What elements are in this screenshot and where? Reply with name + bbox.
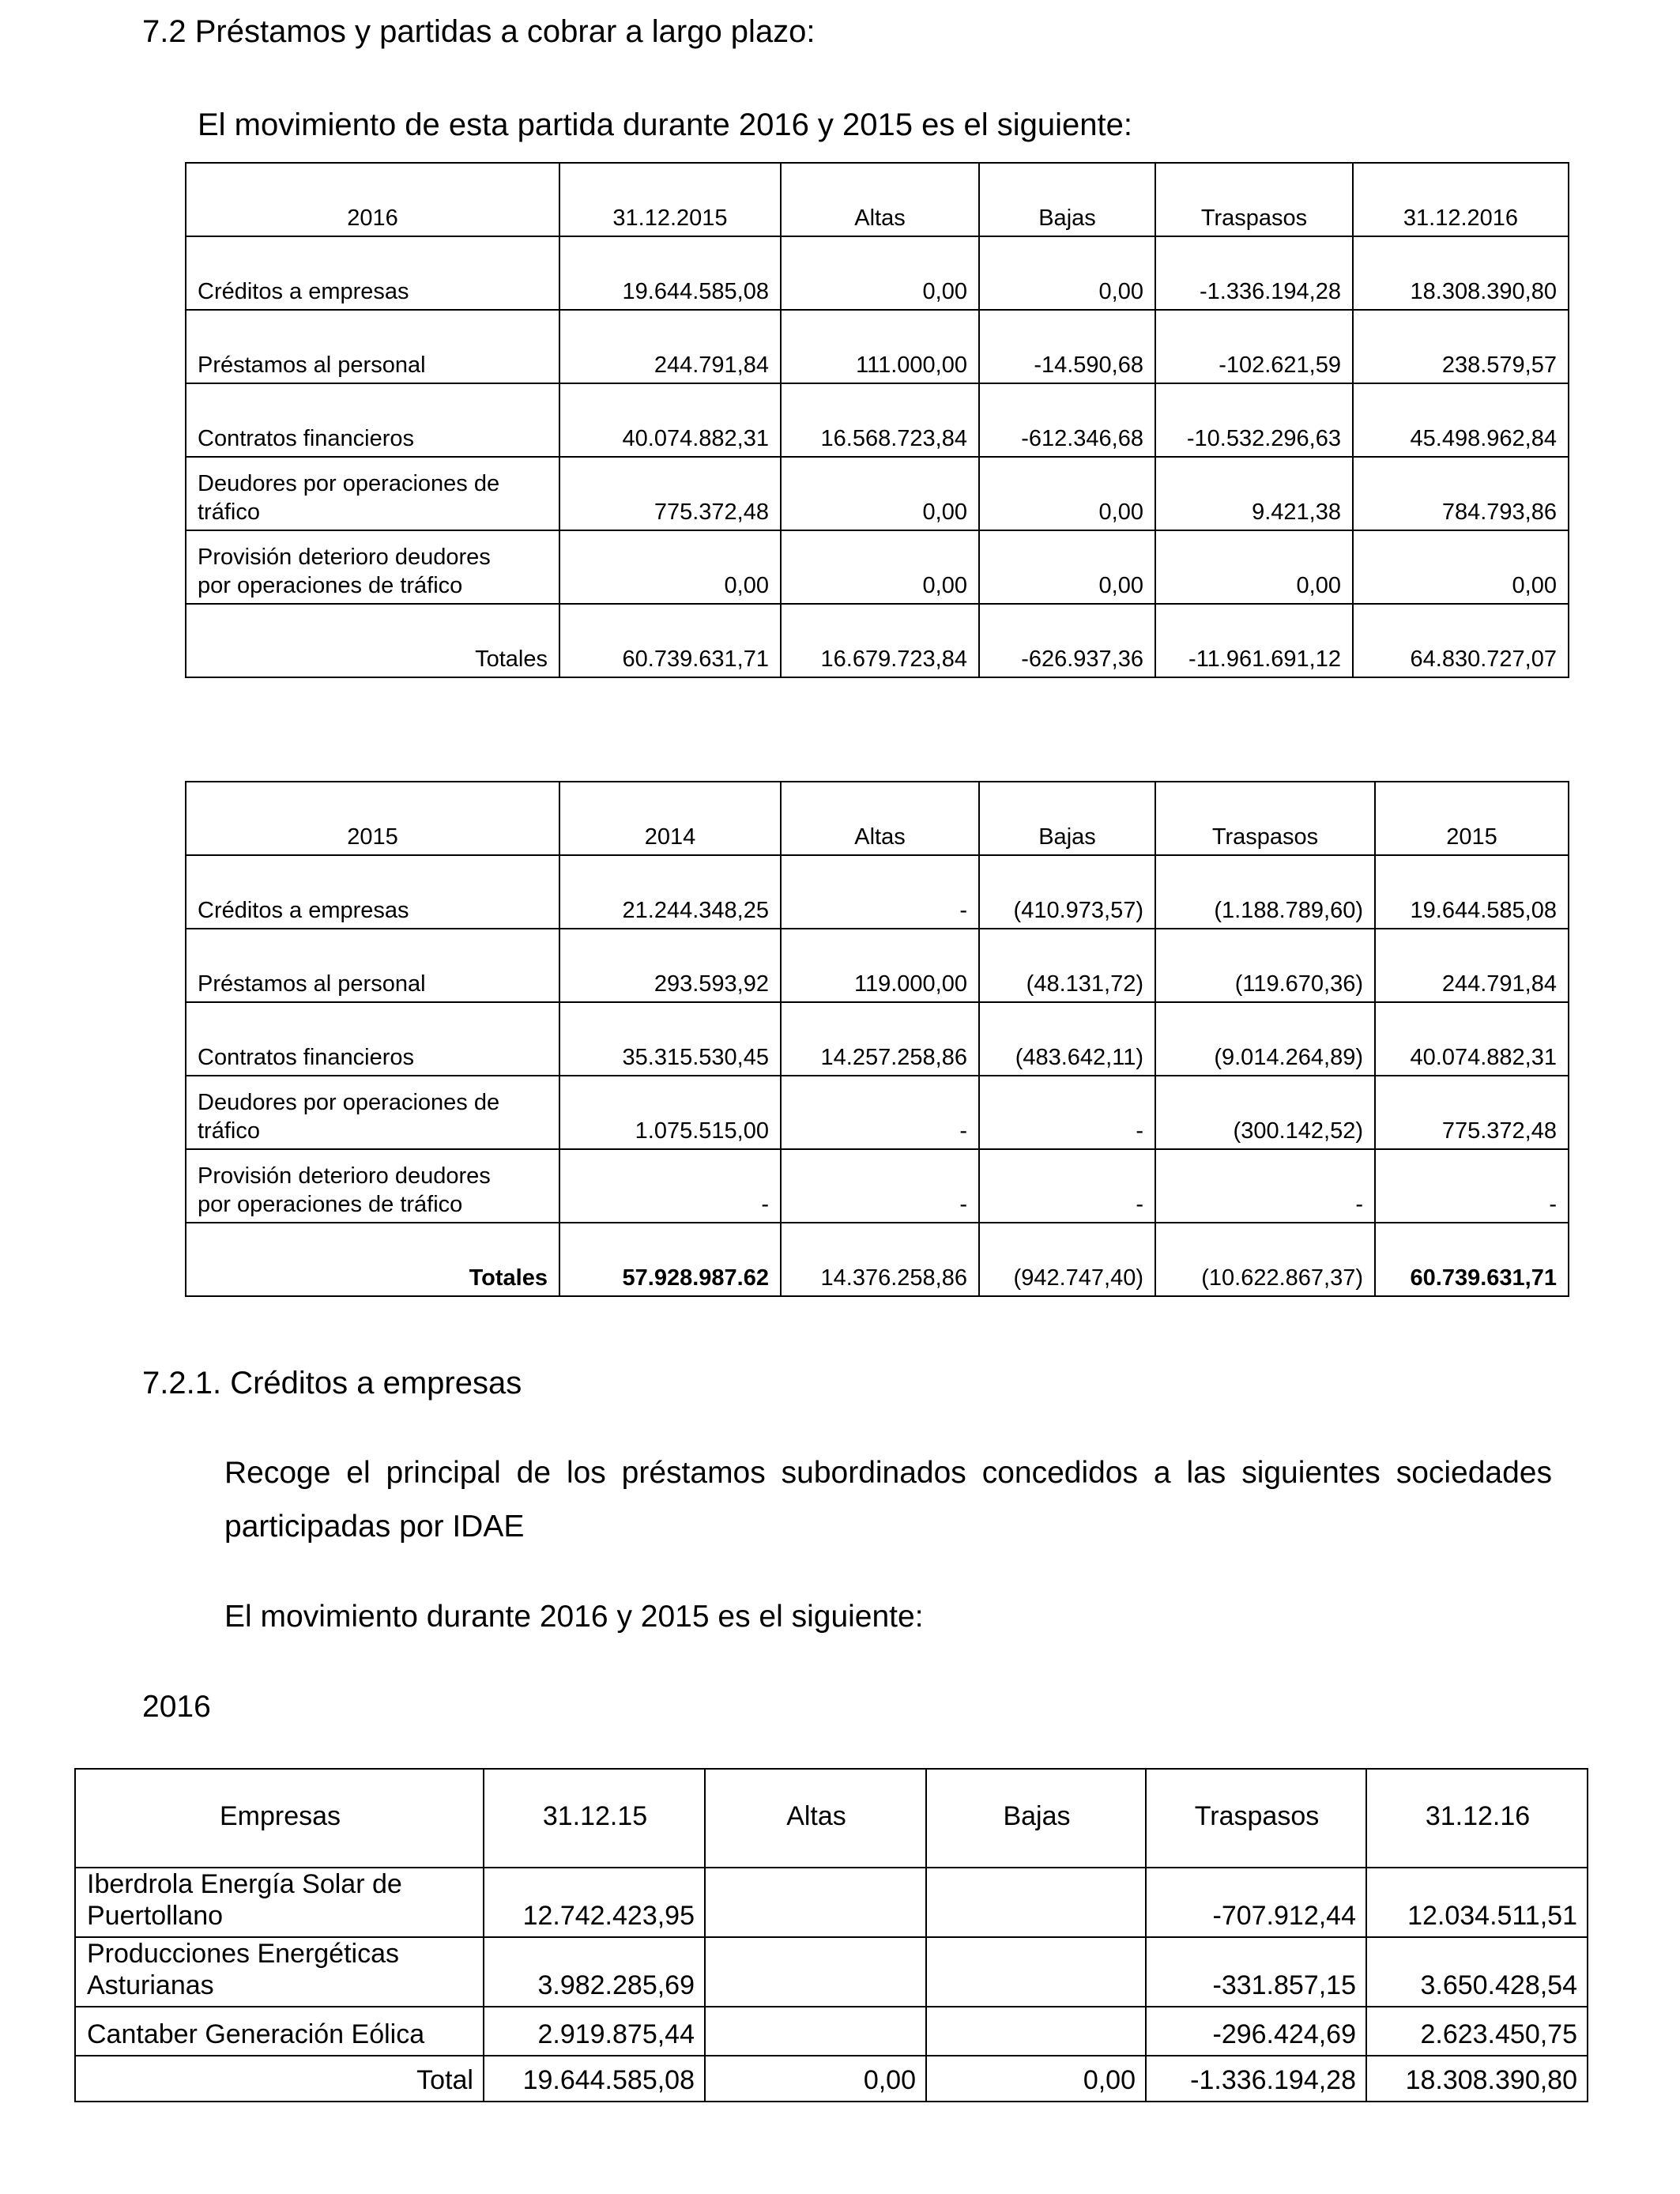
header-cell: 2016 [186, 163, 559, 236]
cell-value: (300.142,52) [1155, 1076, 1375, 1149]
row-label [186, 1076, 559, 1149]
cell-value [926, 2007, 1146, 2056]
row-label-line: Deudores por operaciones de [198, 1090, 500, 1115]
header-cell: Altas [781, 782, 979, 855]
total-value: 64.830.727,07 [1353, 604, 1569, 677]
subsection-paragraph: Recoge el principal de los préstamos subordinados concedidos a las siguientes sociedades participadas por IDAE [224, 1456, 1552, 1544]
total-value: 18.308.390,80 [1366, 2056, 1588, 2102]
header-cell: 2015 [1375, 782, 1569, 855]
cell-value [926, 1937, 1146, 2007]
cell-value: 18.308.390,80 [1353, 236, 1569, 310]
cell-value: - [781, 855, 979, 929]
table-2016 [185, 162, 1569, 678]
row-label: Préstamos al personal [186, 310, 559, 383]
header-cell: 31.12.15 [484, 1769, 705, 1868]
row-label: Créditos a empresas [186, 855, 559, 929]
table-row [186, 383, 1569, 457]
header-cell: Altas [705, 1769, 926, 1868]
row-label-line: Puertollano [87, 1901, 224, 1931]
cell-value: 14.257.258,86 [781, 1002, 979, 1076]
table-row [186, 457, 1569, 530]
cell-value: 775.372,48 [559, 457, 781, 530]
total-value: 60.739.631,71 [1375, 1223, 1569, 1296]
row-label-line: tráfico [198, 1118, 260, 1144]
cell-value: - [979, 1076, 1155, 1149]
cell-value: 0,00 [1353, 530, 1569, 604]
table-row [75, 1937, 1588, 2007]
table-header-row [186, 163, 1569, 236]
total-value: 0,00 [705, 2056, 926, 2102]
cell-value: 0,00 [979, 457, 1155, 530]
row-label [186, 530, 559, 604]
table-row [186, 855, 1569, 929]
cell-value: 2.919.875,44 [484, 2007, 705, 2056]
total-value: -626.937,36 [979, 604, 1155, 677]
row-label-line: Iberdrola Energía Solar de [87, 1869, 402, 1899]
cell-value [705, 1937, 926, 2007]
cell-value: 0,00 [1155, 530, 1353, 604]
cell-value: (9.014.264,89) [1155, 1002, 1375, 1076]
header-cell: Bajas [979, 163, 1155, 236]
total-value: 19.644.585,08 [484, 2056, 705, 2102]
section-title: 7.2 Préstamos y partidas a cobrar a largo plazo: [142, 14, 816, 49]
table-total-row [75, 2056, 1588, 2102]
cell-value [705, 1868, 926, 1937]
row-label: Contratos financieros [186, 1002, 559, 1076]
cell-value: 238.579,57 [1353, 310, 1569, 383]
cell-value: 0,00 [559, 530, 781, 604]
header-cell: Bajas [979, 782, 1155, 855]
row-label-line: por operaciones de tráfico [198, 573, 463, 598]
cell-value: 19.644.585,08 [559, 236, 781, 310]
header-cell: Empresas [75, 1769, 484, 1868]
row-label: Préstamos al personal [186, 929, 559, 1002]
total-value: 14.376.258,86 [781, 1223, 979, 1296]
cell-value: 293.593,92 [559, 929, 781, 1002]
cell-value: 9.421,38 [1155, 457, 1353, 530]
row-label-line: por operaciones de tráfico [198, 1192, 463, 1217]
table-2015 [185, 781, 1569, 1297]
table-row [186, 530, 1569, 604]
cell-value: 0,00 [781, 236, 979, 310]
row-label-line: Asturianas [87, 1970, 214, 2000]
cell-value: 21.244.348,25 [559, 855, 781, 929]
row-label: Créditos a empresas [186, 236, 559, 310]
row-label-line: Provisión deterioro deudores [198, 545, 491, 570]
subsection-title: 7.2.1. Créditos a empresas [142, 1366, 522, 1400]
row-label [186, 1149, 559, 1223]
cell-value: 0,00 [781, 457, 979, 530]
cell-value: (410.973,57) [979, 855, 1155, 929]
header-cell: 2014 [559, 782, 781, 855]
cell-value: 40.074.882,31 [559, 383, 781, 457]
cell-value: 45.498.962,84 [1353, 383, 1569, 457]
cell-value: (119.670,36) [1155, 929, 1375, 1002]
cell-value: -14.590,68 [979, 310, 1155, 383]
cell-value: 119.000,00 [781, 929, 979, 1002]
total-value: -11.961.691,12 [1155, 604, 1353, 677]
cell-value: 40.074.882,31 [1375, 1002, 1569, 1076]
cell-value: - [781, 1149, 979, 1223]
cell-value: - [781, 1076, 979, 1149]
section-intro: El movimiento de esta partida durante 2016 y 2015 es el siguiente: [198, 107, 1132, 142]
cell-value: -10.532.296,63 [1155, 383, 1353, 457]
cell-value: -612.346,68 [979, 383, 1155, 457]
cell-value: 111.000,00 [781, 310, 979, 383]
cell-value [926, 1868, 1146, 1937]
cell-value: -707.912,44 [1146, 1868, 1366, 1937]
header-cell: 31.12.2015 [559, 163, 781, 236]
total-value: 60.739.631,71 [559, 604, 781, 677]
total-value: 16.679.723,84 [781, 604, 979, 677]
year-label: 2016 [142, 1690, 211, 1724]
cell-value: -1.336.194,28 [1155, 236, 1353, 310]
cell-value: 12.742.423,95 [484, 1868, 705, 1937]
total-value: 57.928.987.62 [559, 1223, 781, 1296]
row-label: Cantaber Generación Eólica [75, 2007, 484, 2056]
cell-value: 0,00 [781, 530, 979, 604]
cell-value: 0,00 [979, 530, 1155, 604]
row-label [75, 1937, 484, 2007]
cell-value: -102.621,59 [1155, 310, 1353, 383]
table-row [186, 1002, 1569, 1076]
header-cell: 31.12.2016 [1353, 163, 1569, 236]
row-label-line: Producciones Energéticas [87, 1939, 400, 1969]
header-cell: 2015 [186, 782, 559, 855]
table-row [186, 236, 1569, 310]
table-header-row [75, 1769, 1588, 1868]
row-label-line: Provisión deterioro deudores [198, 1163, 491, 1189]
cell-value: - [1155, 1149, 1375, 1223]
cell-value: 244.791,84 [559, 310, 781, 383]
cell-value: 35.315.530,45 [559, 1002, 781, 1076]
row-label [75, 1868, 484, 1937]
total-label: Total [75, 2056, 484, 2102]
cell-value: 784.793,86 [1353, 457, 1569, 530]
total-value: (10.622.867,37) [1155, 1223, 1375, 1296]
table-row [186, 1076, 1569, 1149]
table-total-row [186, 1223, 1569, 1296]
cell-value: - [979, 1149, 1155, 1223]
movement-text: El movimiento durante 2016 y 2015 es el siguiente: [224, 1600, 924, 1634]
row-label [186, 457, 559, 530]
table-row [186, 310, 1569, 383]
cell-value: 2.623.450,75 [1366, 2007, 1588, 2056]
total-value: (942.747,40) [979, 1223, 1155, 1296]
cell-value: -296.424,69 [1146, 2007, 1366, 2056]
header-cell: Traspasos [1146, 1769, 1366, 1868]
header-cell: Altas [781, 163, 979, 236]
cell-value: 3.982.285,69 [484, 1937, 705, 2007]
cell-value: 244.791,84 [1375, 929, 1569, 1002]
cell-value: 775.372,48 [1375, 1076, 1569, 1149]
header-cell: Traspasos [1155, 163, 1353, 236]
cell-value: 19.644.585,08 [1375, 855, 1569, 929]
header-cell: 31.12.16 [1366, 1769, 1588, 1868]
header-cell: Traspasos [1155, 782, 1375, 855]
row-label-line: Deudores por operaciones de [198, 471, 500, 496]
cell-value: 16.568.723,84 [781, 383, 979, 457]
table-row [75, 1868, 1588, 1937]
total-value: 0,00 [926, 2056, 1146, 2102]
row-label: Contratos financieros [186, 383, 559, 457]
cell-value: (483.642,11) [979, 1002, 1155, 1076]
cell-value: 1.075.515,00 [559, 1076, 781, 1149]
cell-value: - [1375, 1149, 1569, 1223]
total-label: Totales [186, 1223, 559, 1296]
cell-value: (1.188.789,60) [1155, 855, 1375, 929]
cell-value: -331.857,15 [1146, 1937, 1366, 2007]
table-header-row [186, 782, 1569, 855]
cell-value: 3.650.428,54 [1366, 1937, 1588, 2007]
table-total-row [186, 604, 1569, 677]
cell-value: (48.131,72) [979, 929, 1155, 1002]
row-label-line: tráfico [198, 499, 260, 525]
cell-value: 12.034.511,51 [1366, 1868, 1588, 1937]
table-row [186, 929, 1569, 1002]
total-label: Totales [186, 604, 559, 677]
cell-value: - [559, 1149, 781, 1223]
table-row [75, 2007, 1588, 2056]
cell-value: 0,00 [979, 236, 1155, 310]
table-row [186, 1149, 1569, 1223]
header-cell: Bajas [926, 1769, 1146, 1868]
cell-value [705, 2007, 926, 2056]
table-empresas [74, 1768, 1588, 2102]
total-value: -1.336.194,28 [1146, 2056, 1366, 2102]
